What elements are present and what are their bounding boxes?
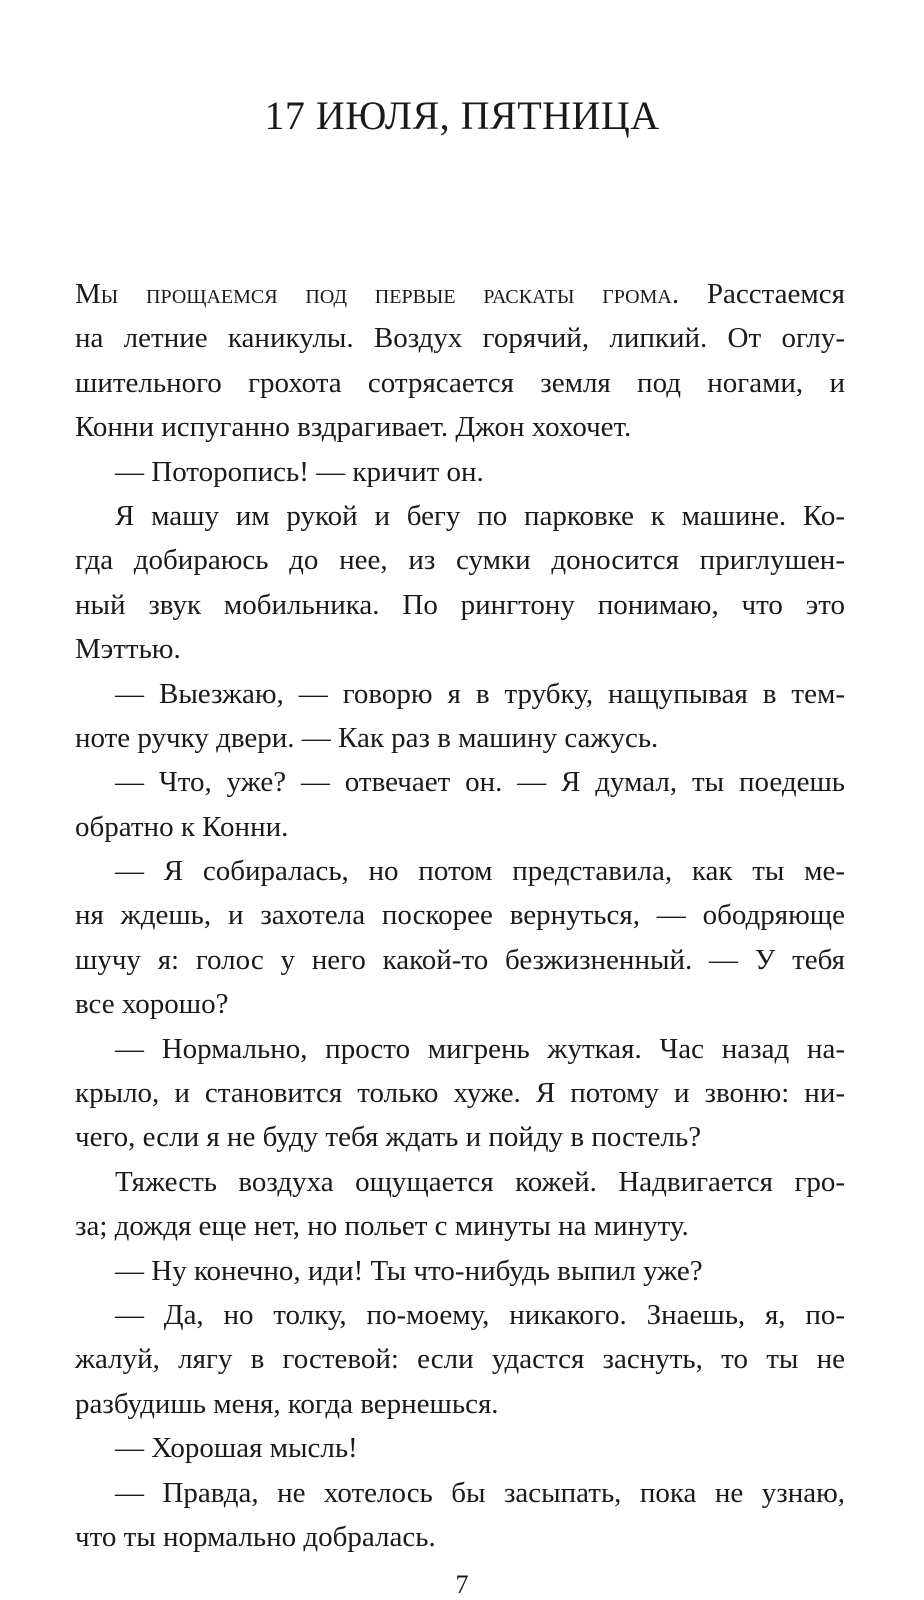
line-text: все хорошо? — [75, 988, 229, 1021]
text-line — [75, 982, 845, 1026]
line-text: — Да, но толку, по-моему, никакого. Знаешь, я, по- — [115, 1298, 845, 1331]
line-text: — Хорошая мысль! — [115, 1432, 358, 1465]
line-text: — Правда, не хотелось бы засыпать, пока не узнаю, — [115, 1476, 845, 1509]
line-text: ноте ручку двери. — Как раз в машину сажусь. — [75, 721, 659, 754]
line-text: — Я собиралась, но потом представила, как ты ме- — [115, 855, 845, 888]
line-text: — Что, уже? — отвечает он. — Я думал, ты поедешь — [115, 766, 845, 799]
line-text: обратно к Конни. — [75, 810, 289, 843]
text-line — [75, 1426, 845, 1470]
line-text: за; дождя еще нет, но польет с минуты на минуту. — [75, 1210, 689, 1243]
text-line — [75, 316, 845, 360]
text-line — [75, 893, 845, 937]
line-text: шительного грохота сотрясается земля под ногами, и — [75, 366, 845, 399]
text-line — [75, 494, 845, 538]
page-number: 7 — [455, 1570, 469, 1599]
text-line — [75, 1027, 845, 1071]
line-text: гда добираюсь до нее, из сумки доносится приглушен- — [75, 544, 845, 577]
text-line — [75, 450, 845, 494]
text-line — [75, 272, 845, 316]
text-line — [75, 405, 845, 449]
line-text: чего, если я не буду тебя ждать и пойду в постель? — [75, 1121, 702, 1154]
text-line — [75, 716, 845, 760]
line-text: шучу я: голос у него какой-то безжизненный. — У тебя — [75, 943, 845, 976]
line-text: Тяжесть воздуха ощущается кожей. Надвигается гро- — [115, 1165, 845, 1198]
line-text: Я машу им рукой и бегу по парковке к машине. Ко- — [115, 499, 845, 532]
body-text — [75, 272, 845, 1559]
text-line — [75, 1293, 845, 1337]
line-text: — Ну конечно, иди! Ты что-нибудь выпил уже? — [115, 1254, 703, 1287]
text-line — [75, 538, 845, 582]
text-line — [75, 1160, 845, 1204]
chapter-title: 17 ИЮЛЯ, ПЯТНИЦА — [264, 93, 660, 138]
text-line — [75, 1382, 845, 1426]
line-text: — Выезжаю, — говорю я в трубку, нащупывая в тем- — [115, 677, 845, 710]
text-line — [75, 805, 845, 849]
text-line — [75, 760, 845, 804]
text-line — [75, 1337, 845, 1381]
line-text: Расстаемся — [679, 278, 845, 310]
text-line — [75, 627, 845, 671]
text-line — [75, 849, 845, 893]
line-text: — Поторопись! — кричит он. — [115, 455, 484, 488]
text-line — [75, 672, 845, 716]
text-line — [75, 1204, 845, 1248]
line-text: крыло, и становится только хуже. Я потому и звоню: ни- — [75, 1077, 845, 1110]
line-text: — Нормально, просто мигрень жуткая. Час назад на- — [115, 1032, 845, 1065]
text-line — [75, 938, 845, 982]
text-line — [75, 361, 845, 405]
text-line — [75, 583, 845, 627]
line-text: Конни испуганно вздрагивает. Джон хохочет. — [75, 411, 632, 444]
line-text: на летние каникулы. Воздух горячий, липкий. От оглу- — [75, 322, 845, 355]
text-line — [75, 1471, 845, 1515]
line-text: ный звук мобильника. По рингтону понимаю, что это — [75, 588, 845, 621]
line-text: жалуй, лягу в гостевой: если удастся заснуть, то ты не — [75, 1343, 845, 1376]
line-text: что ты нормально добралась. — [75, 1520, 436, 1553]
lead-small-caps: Мы прощаемся под первые раскаты грома. — [75, 278, 680, 310]
line-text: разбудишь меня, когда вернешься. — [75, 1387, 499, 1420]
line-text: ня ждешь, и захотела поскорее вернуться, — ободряюще — [75, 899, 845, 932]
text-line — [75, 1115, 845, 1159]
line-text: Мэттью. — [75, 633, 181, 666]
text-line — [75, 1071, 845, 1115]
text-line — [75, 1249, 845, 1293]
text-line — [75, 1515, 845, 1559]
